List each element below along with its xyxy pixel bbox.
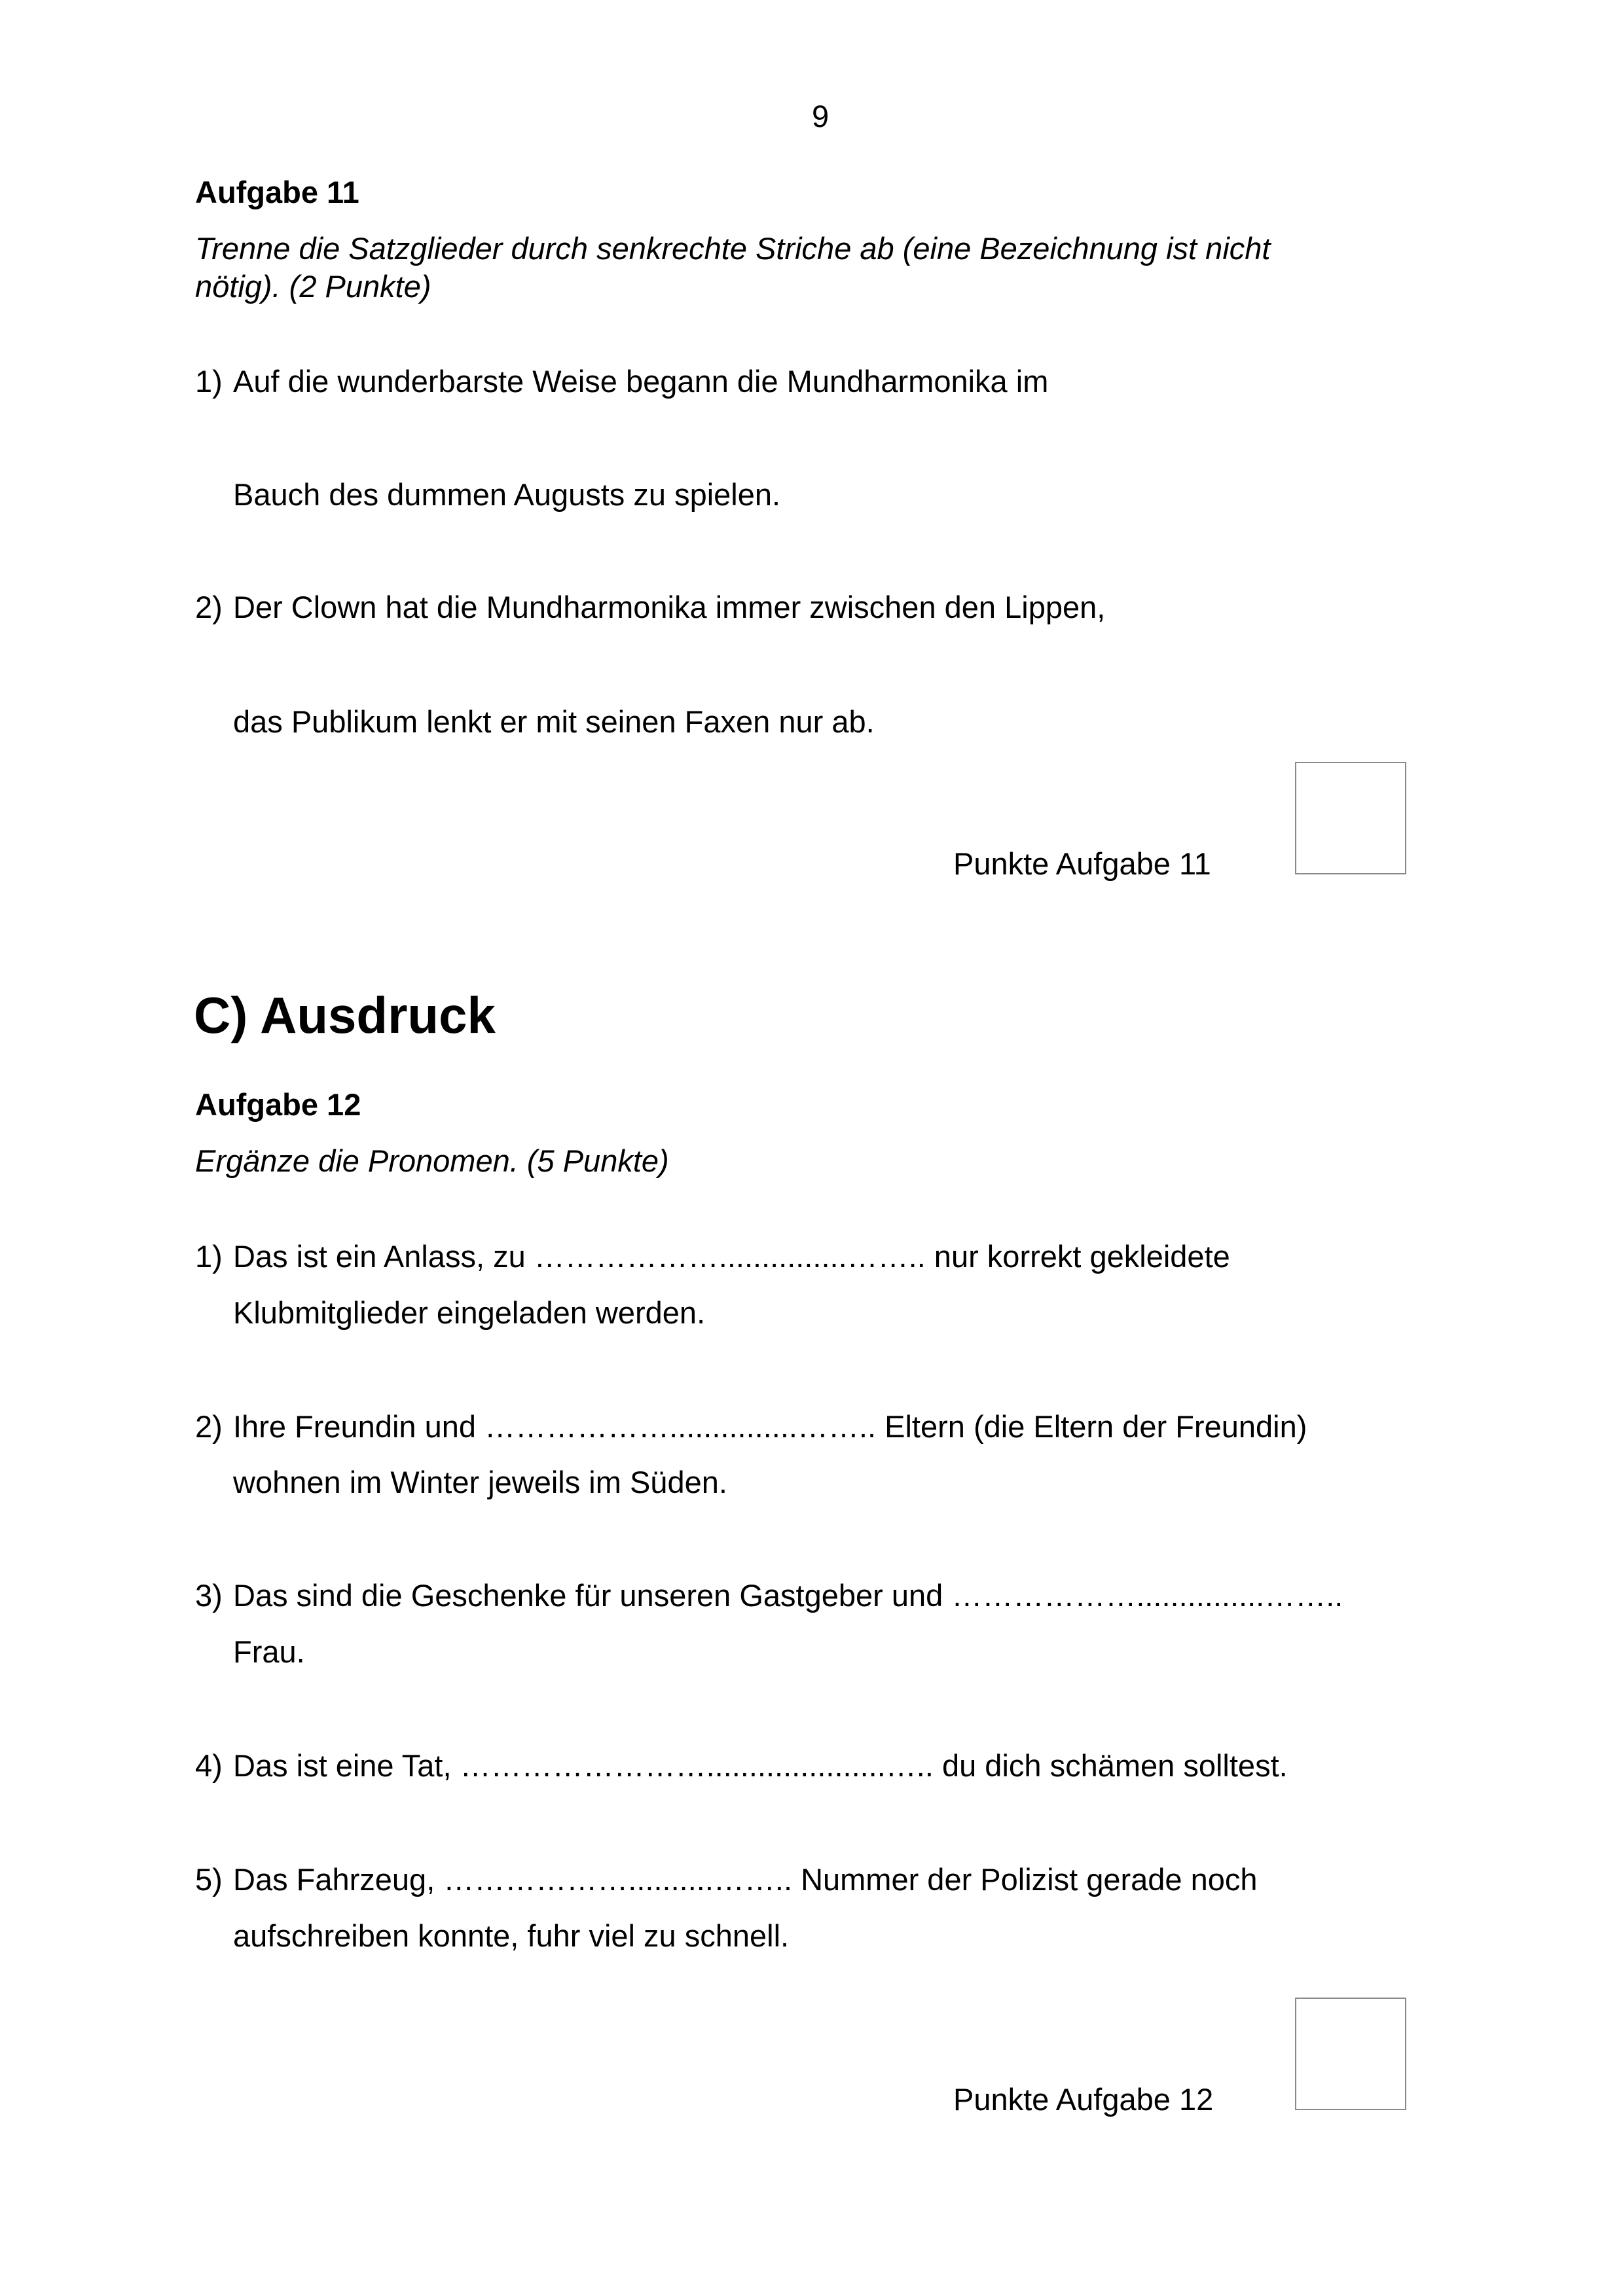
- task12-item5-line2: aufschreiben konnte, fuhr viel zu schnell.: [233, 1918, 790, 1953]
- section-c-title: C) Ausdruck: [194, 986, 496, 1044]
- page-number: 9: [812, 99, 830, 134]
- task11-points-label: Punkte Aufgabe 11: [953, 846, 1211, 881]
- task12-title: Aufgabe 12: [195, 1087, 361, 1122]
- task12-item2-line1: Ihre Freundin und ………………...............…….. Eltern (die Eltern der Freundin): [233, 1409, 1307, 1444]
- task12-item5-num: 5): [195, 1862, 223, 1897]
- task12-item2-line2: wohnen im Winter jeweils im Süden.: [233, 1465, 727, 1499]
- task11-item1-line2: Bauch des dummen Augusts zu spielen.: [233, 477, 781, 512]
- task11-item1-num: 1): [195, 364, 223, 399]
- task12-item3-line1: Das sind die Geschenke für unseren Gastgeber und ………………...............……..: [233, 1578, 1343, 1613]
- task12-item4-line1: Das ist eine Tat, …………………….....................….. du dich schämen solltest.: [233, 1748, 1288, 1783]
- task12-score-box[interactable]: [1295, 1998, 1406, 2110]
- task12-item5-line1: Das Fahrzeug, ………………..........…….. Nummer der Polizist gerade noch: [233, 1862, 1258, 1897]
- task11-instruction-line2: nötig). (2 Punkte): [195, 269, 431, 304]
- task12-item2-num: 2): [195, 1409, 223, 1444]
- task12-item3-num: 3): [195, 1578, 223, 1613]
- task11-score-box[interactable]: [1295, 762, 1406, 874]
- task11-item2-num: 2): [195, 590, 223, 624]
- task11-item2-line2: das Publikum lenkt er mit seinen Faxen nur ab.: [233, 704, 875, 739]
- task11-item2-line1: Der Clown hat die Mundharmonika immer zwischen den Lippen,: [233, 590, 1106, 624]
- task12-item1-num: 1): [195, 1239, 223, 1274]
- task12-item3-line2: Frau.: [233, 1634, 305, 1669]
- task11-item1-line1: Auf die wunderbarste Weise begann die Mundharmonika im: [233, 364, 1049, 399]
- task12-instruction: Ergänze die Pronomen. (5 Punkte): [195, 1143, 669, 1178]
- task12-points-label: Punkte Aufgabe 12: [953, 2082, 1214, 2117]
- task12-item4-num: 4): [195, 1748, 223, 1783]
- task12-item1-line2: Klubmitglieder eingeladen werden.: [233, 1295, 706, 1330]
- task11-instruction-line1: Trenne die Satzglieder durch senkrechte Striche ab (eine Bezeichnung ist nicht: [195, 231, 1271, 266]
- task11-title: Aufgabe 11: [195, 175, 359, 209]
- task12-item1-line1: Das ist ein Anlass, zu ………………...............…….. nur korrekt gekleidete: [233, 1239, 1230, 1274]
